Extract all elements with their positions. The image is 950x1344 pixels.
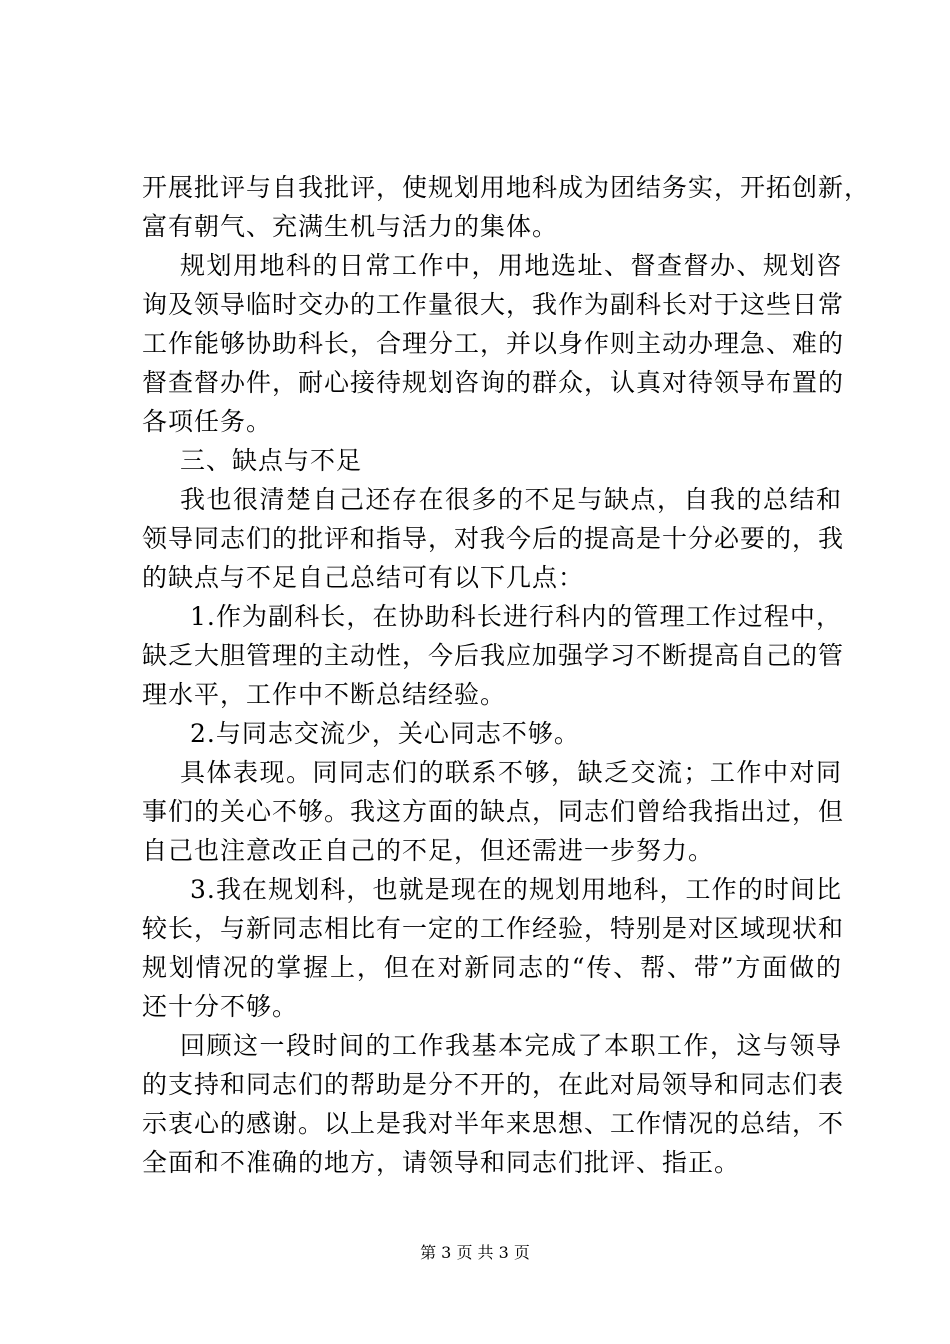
text-line: 事们的关心不够。我这方面的缺点，同志们曾给我指出过，但 (142, 797, 845, 826)
text-line: 各项任务。 (142, 407, 273, 436)
text-line: 2.与同志交流少，关心同志不够。 (190, 719, 580, 748)
text-line: 富有朝气、充满生机与活力的集体。 (142, 212, 559, 241)
text-line: 3.我在规划科，也就是现在的规划用地科，工作的时间比 (190, 875, 842, 904)
text-line: 1.作为副科长，在协助科长进行科内的管理工作过程中， (190, 602, 842, 631)
text-line: 规划情况的掌握上，但在对新同志的“传、帮、带”方面做的 (142, 953, 842, 982)
text-line: 开展批评与自我批评，使规划用地科成为团结务实，开拓创新， (142, 173, 871, 202)
text-line: 工作能够协助科长，合理分工，并以身作则主动办理急、难的 (142, 329, 845, 358)
text-line: 的缺点与不足自己总结可有以下几点： (142, 563, 585, 592)
text-line: 理水平，工作中不断总结经验。 (142, 680, 507, 709)
document-body (142, 168, 871, 1182)
text-line: 我也很清楚自己还存在很多的不足与缺点，自我的总结和 (180, 485, 842, 514)
text-line: 领导同志们的批评和指导，对我今后的提高是十分必要的，我 (142, 524, 845, 553)
text-line: 的支持和同志们的帮助是分不开的，在此对局领导和同志们表 (142, 1070, 845, 1099)
text-line: 自己也注意改正自己的不足，但还需进一步努力。 (142, 836, 715, 865)
text-line: 较长，与新同志相比有一定的工作经验，特别是对区域现状和 (142, 914, 845, 943)
text-line: 示衷心的感谢。以上是我对半年来思想、工作情况的总结，不 (142, 1109, 845, 1138)
section-heading: 三、缺点与不足 (180, 446, 363, 475)
text-line: 全面和不准确的地方，请领导和同志们批评、指正。 (142, 1148, 741, 1177)
text-line: 缺乏大胆管理的主动性，今后我应加强学习不断提高自己的管 (142, 641, 845, 670)
text-line: 还十分不够。 (142, 992, 299, 1021)
text-line: 督查督办件，耐心接待规划咨询的群众，认真对待领导布置的 (142, 368, 845, 397)
page-footer: 第 3 页 共 3 页 (420, 1243, 530, 1262)
text-line: 规划用地科的日常工作中，用地选址、督查督办、规划咨 (180, 251, 842, 280)
text-line: 回顾这一段时间的工作我基本完成了本职工作，这与领导 (180, 1031, 842, 1060)
text-line: 具体表现。同同志们的联系不够，缺乏交流；工作中对同 (180, 758, 842, 787)
text-line: 询及领导临时交办的工作量很大，我作为副科长对于这些日常 (142, 290, 845, 319)
